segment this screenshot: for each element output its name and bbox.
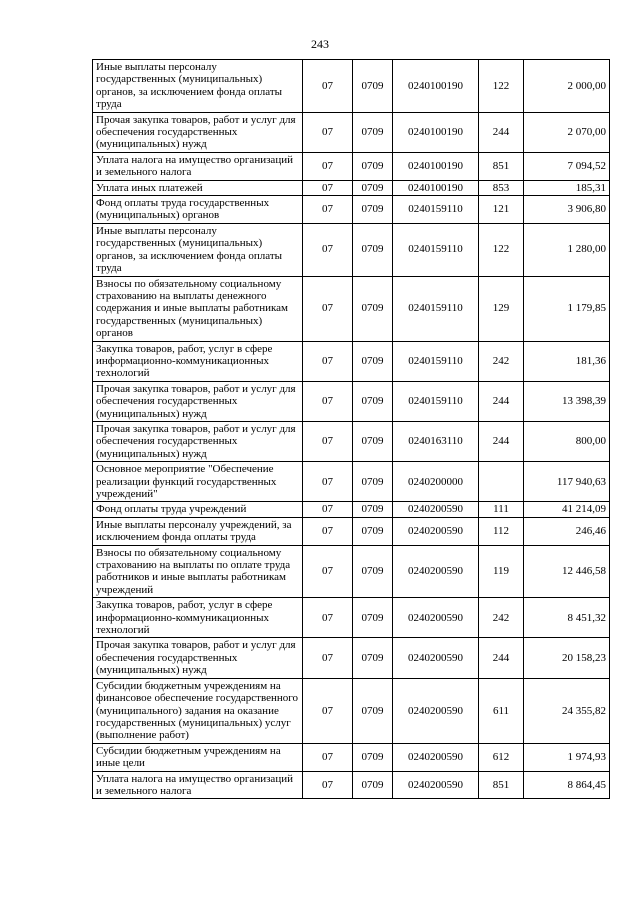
section-code-cell: 07 bbox=[303, 152, 353, 180]
section-code-cell: 07 bbox=[303, 517, 353, 545]
section-code-cell: 07 bbox=[303, 638, 353, 678]
amount-cell: 12 446,58 bbox=[524, 545, 610, 598]
subsection-code-cell: 0709 bbox=[353, 152, 393, 180]
expense-type-code-cell: 244 bbox=[479, 112, 524, 152]
section-code-cell: 07 bbox=[303, 421, 353, 461]
expense-type-code-cell: 111 bbox=[479, 502, 524, 517]
target-article-code-cell: 0240200590 bbox=[393, 771, 479, 799]
amount-cell: 1 280,00 bbox=[524, 223, 610, 276]
table-row bbox=[93, 517, 610, 545]
table-row bbox=[93, 545, 610, 598]
section-code-cell: 07 bbox=[303, 223, 353, 276]
expense-type-code-cell: 129 bbox=[479, 276, 524, 341]
table-row bbox=[93, 152, 610, 180]
table-row bbox=[93, 196, 610, 224]
subsection-code-cell: 0709 bbox=[353, 223, 393, 276]
expense-name-cell: Уплата иных платежей bbox=[93, 180, 303, 195]
expense-name-cell: Уплата налога на имущество организаций и земельного налога bbox=[93, 771, 303, 799]
target-article-code-cell: 0240200000 bbox=[393, 462, 479, 502]
section-code-cell: 07 bbox=[303, 502, 353, 517]
expense-name-cell: Фонд оплаты труда государственных (муниципальных) органов bbox=[93, 196, 303, 224]
section-code-cell: 07 bbox=[303, 743, 353, 771]
table-row bbox=[93, 60, 610, 113]
expense-type-code-cell: 244 bbox=[479, 638, 524, 678]
expense-type-code-cell: 851 bbox=[479, 152, 524, 180]
subsection-code-cell: 0709 bbox=[353, 381, 393, 421]
table-row bbox=[93, 381, 610, 421]
amount-cell: 1 179,85 bbox=[524, 276, 610, 341]
budget-table bbox=[92, 59, 610, 799]
amount-cell: 8 451,32 bbox=[524, 598, 610, 638]
expense-type-code-cell: 119 bbox=[479, 545, 524, 598]
subsection-code-cell: 0709 bbox=[353, 60, 393, 113]
section-code-cell: 07 bbox=[303, 545, 353, 598]
target-article-code-cell: 0240100190 bbox=[393, 180, 479, 195]
subsection-code-cell: 0709 bbox=[353, 678, 393, 743]
budget-table-body bbox=[93, 60, 610, 799]
target-article-code-cell: 0240100190 bbox=[393, 152, 479, 180]
section-code-cell: 07 bbox=[303, 381, 353, 421]
subsection-code-cell: 0709 bbox=[353, 598, 393, 638]
expense-name-cell: Прочая закупка товаров, работ и услуг для обеспечения государственных (муниципальных) нужд bbox=[93, 381, 303, 421]
table-row bbox=[93, 598, 610, 638]
subsection-code-cell: 0709 bbox=[353, 421, 393, 461]
expense-name-cell: Иные выплаты персоналу учреждений, за исключением фонда оплаты труда bbox=[93, 517, 303, 545]
table-row bbox=[93, 771, 610, 799]
expense-name-cell: Субсидии бюджетным учреждениям на иные цели bbox=[93, 743, 303, 771]
target-article-code-cell: 0240159110 bbox=[393, 341, 479, 381]
subsection-code-cell: 0709 bbox=[353, 276, 393, 341]
target-article-code-cell: 0240159110 bbox=[393, 276, 479, 341]
section-code-cell: 07 bbox=[303, 462, 353, 502]
amount-cell: 24 355,82 bbox=[524, 678, 610, 743]
target-article-code-cell: 0240163110 bbox=[393, 421, 479, 461]
target-article-code-cell: 0240159110 bbox=[393, 223, 479, 276]
section-code-cell: 07 bbox=[303, 196, 353, 224]
subsection-code-cell: 0709 bbox=[353, 180, 393, 195]
expense-type-code-cell: 611 bbox=[479, 678, 524, 743]
expense-type-code-cell bbox=[479, 462, 524, 502]
target-article-code-cell: 0240100190 bbox=[393, 112, 479, 152]
expense-type-code-cell: 121 bbox=[479, 196, 524, 224]
target-article-code-cell: 0240200590 bbox=[393, 743, 479, 771]
target-article-code-cell: 0240100190 bbox=[393, 60, 479, 113]
target-article-code-cell: 0240159110 bbox=[393, 381, 479, 421]
expense-name-cell: Иные выплаты персоналу государственных (муниципальных) органов, за исключением фонда оплаты труда bbox=[93, 223, 303, 276]
section-code-cell: 07 bbox=[303, 771, 353, 799]
subsection-code-cell: 0709 bbox=[353, 196, 393, 224]
target-article-code-cell: 0240200590 bbox=[393, 598, 479, 638]
table-row bbox=[93, 638, 610, 678]
expense-name-cell: Закупка товаров, работ, услуг в сфере информационно-коммуникационных технологий bbox=[93, 341, 303, 381]
section-code-cell: 07 bbox=[303, 598, 353, 638]
amount-cell: 181,36 bbox=[524, 341, 610, 381]
subsection-code-cell: 0709 bbox=[353, 638, 393, 678]
subsection-code-cell: 0709 bbox=[353, 502, 393, 517]
section-code-cell: 07 bbox=[303, 276, 353, 341]
expense-type-code-cell: 242 bbox=[479, 598, 524, 638]
table-row bbox=[93, 678, 610, 743]
table-row bbox=[93, 341, 610, 381]
amount-cell: 117 940,63 bbox=[524, 462, 610, 502]
table-row bbox=[93, 223, 610, 276]
amount-cell: 41 214,09 bbox=[524, 502, 610, 517]
expense-name-cell: Иные выплаты персоналу государственных (муниципальных) органов, за исключением фонда оплаты труда bbox=[93, 60, 303, 113]
expense-name-cell: Взносы по обязательному социальному страхованию на выплаты по оплате труда работников и иные выплаты работникам учреждений bbox=[93, 545, 303, 598]
section-code-cell: 07 bbox=[303, 112, 353, 152]
expense-type-code-cell: 122 bbox=[479, 60, 524, 113]
table-row bbox=[93, 276, 610, 341]
subsection-code-cell: 0709 bbox=[353, 341, 393, 381]
expense-name-cell: Прочая закупка товаров, работ и услуг для обеспечения государственных (муниципальных) нужд bbox=[93, 421, 303, 461]
amount-cell: 185,31 bbox=[524, 180, 610, 195]
target-article-code-cell: 0240200590 bbox=[393, 545, 479, 598]
section-code-cell: 07 bbox=[303, 180, 353, 195]
section-code-cell: 07 bbox=[303, 60, 353, 113]
amount-cell: 3 906,80 bbox=[524, 196, 610, 224]
section-code-cell: 07 bbox=[303, 341, 353, 381]
target-article-code-cell: 0240159110 bbox=[393, 196, 479, 224]
expense-type-code-cell: 244 bbox=[479, 421, 524, 461]
expense-name-cell: Взносы по обязательному социальному страхованию на выплаты денежного содержания и иные выплаты работникам государственных (муниципальных) органов bbox=[93, 276, 303, 341]
expense-type-code-cell: 244 bbox=[479, 381, 524, 421]
subsection-code-cell: 0709 bbox=[353, 743, 393, 771]
expense-name-cell: Основное мероприятие "Обеспечение реализации функций государственных учреждений" bbox=[93, 462, 303, 502]
expense-name-cell: Прочая закупка товаров, работ и услуг для обеспечения государственных (муниципальных) нужд bbox=[93, 112, 303, 152]
expense-name-cell: Прочая закупка товаров, работ и услуг для обеспечения государственных (муниципальных) нужд bbox=[93, 638, 303, 678]
amount-cell: 1 974,93 bbox=[524, 743, 610, 771]
subsection-code-cell: 0709 bbox=[353, 112, 393, 152]
amount-cell: 246,46 bbox=[524, 517, 610, 545]
subsection-code-cell: 0709 bbox=[353, 517, 393, 545]
amount-cell: 8 864,45 bbox=[524, 771, 610, 799]
page-number: 243 bbox=[311, 37, 329, 51]
expense-type-code-cell: 612 bbox=[479, 743, 524, 771]
subsection-code-cell: 0709 bbox=[353, 771, 393, 799]
amount-cell: 2 070,00 bbox=[524, 112, 610, 152]
table-row bbox=[93, 743, 610, 771]
amount-cell: 2 000,00 bbox=[524, 60, 610, 113]
target-article-code-cell: 0240200590 bbox=[393, 502, 479, 517]
target-article-code-cell: 0240200590 bbox=[393, 638, 479, 678]
table-row bbox=[93, 112, 610, 152]
table-row bbox=[93, 462, 610, 502]
amount-cell: 800,00 bbox=[524, 421, 610, 461]
expense-type-code-cell: 853 bbox=[479, 180, 524, 195]
subsection-code-cell: 0709 bbox=[353, 545, 393, 598]
expense-type-code-cell: 122 bbox=[479, 223, 524, 276]
amount-cell: 13 398,39 bbox=[524, 381, 610, 421]
expense-name-cell: Фонд оплаты труда учреждений bbox=[93, 502, 303, 517]
target-article-code-cell: 0240200590 bbox=[393, 517, 479, 545]
target-article-code-cell: 0240200590 bbox=[393, 678, 479, 743]
expense-name-cell: Закупка товаров, работ, услуг в сфере информационно-коммуникационных технологий bbox=[93, 598, 303, 638]
table-row bbox=[93, 180, 610, 195]
expense-type-code-cell: 851 bbox=[479, 771, 524, 799]
expense-name-cell: Уплата налога на имущество организаций и земельного налога bbox=[93, 152, 303, 180]
table-row bbox=[93, 421, 610, 461]
subsection-code-cell: 0709 bbox=[353, 462, 393, 502]
section-code-cell: 07 bbox=[303, 678, 353, 743]
expense-type-code-cell: 112 bbox=[479, 517, 524, 545]
amount-cell: 7 094,52 bbox=[524, 152, 610, 180]
expense-name-cell: Субсидии бюджетным учреждениям на финансовое обеспечение государственного (муниципального) задания на оказание государственных (муниципальных) услуг (выполнение работ) bbox=[93, 678, 303, 743]
table-row bbox=[93, 502, 610, 517]
expense-type-code-cell: 242 bbox=[479, 341, 524, 381]
amount-cell: 20 158,23 bbox=[524, 638, 610, 678]
